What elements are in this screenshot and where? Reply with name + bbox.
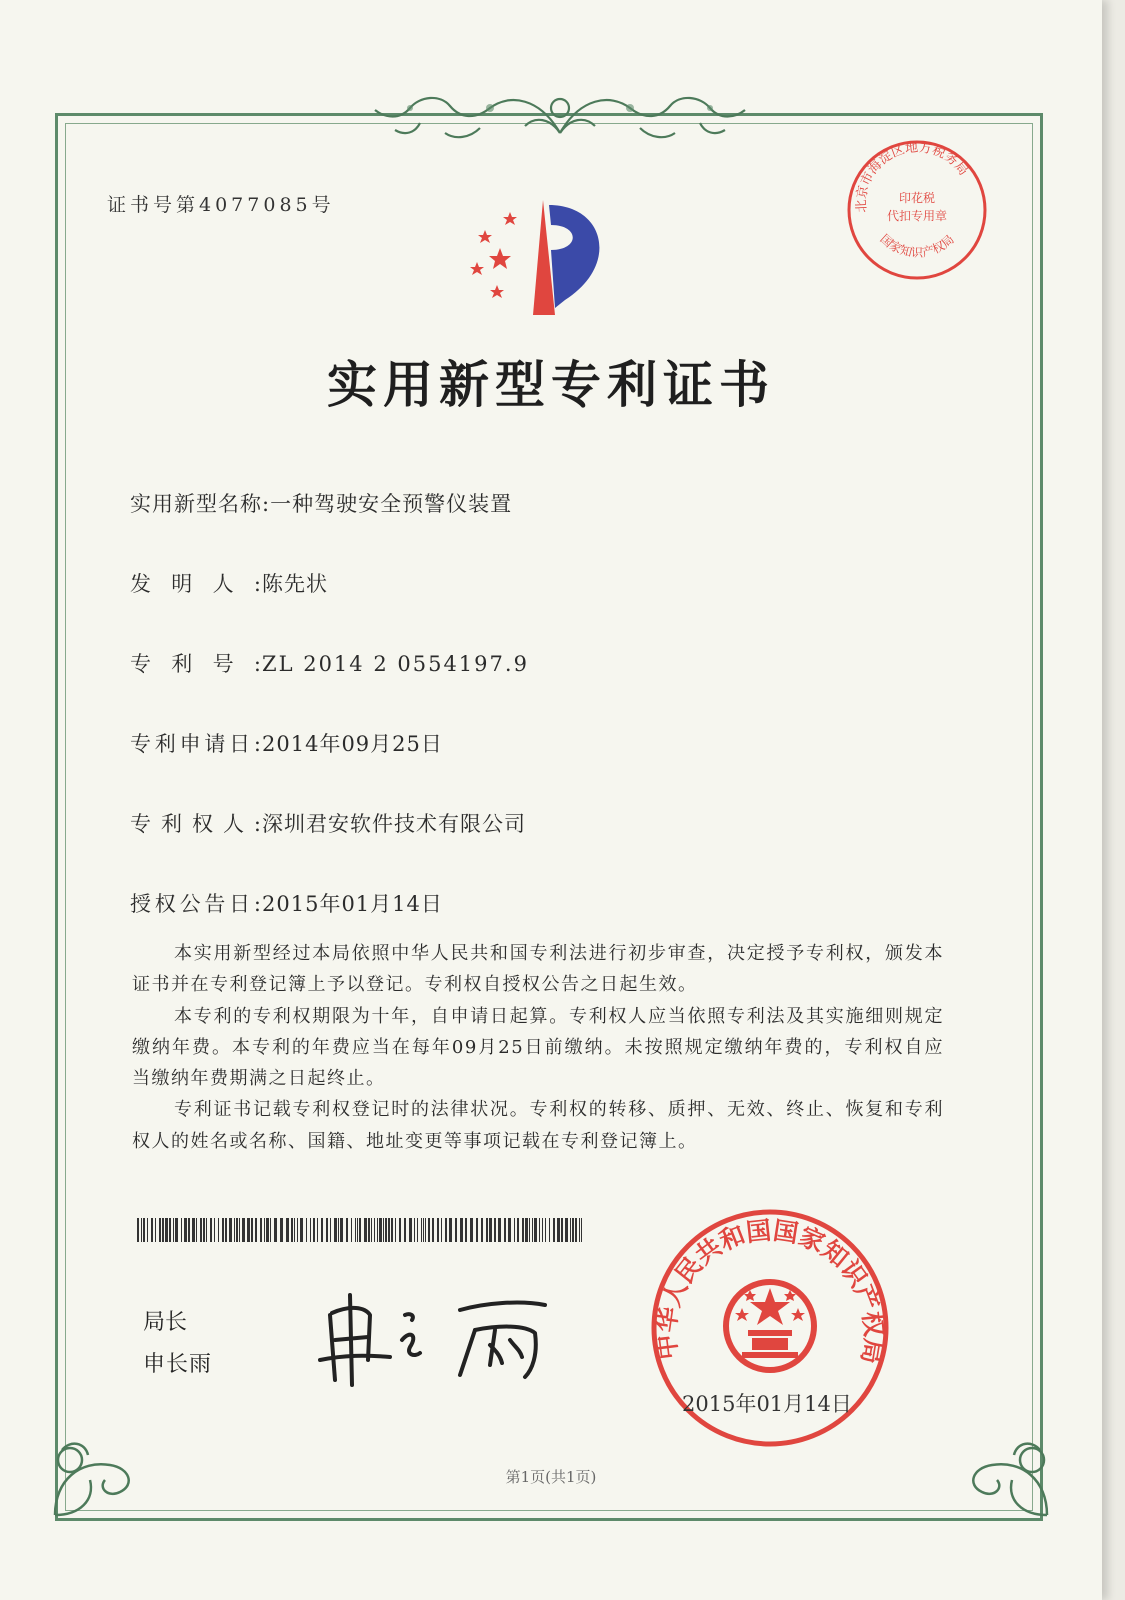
field-patent-number-value: ZL 2014 2 0554197.9 (262, 652, 529, 676)
field-name-value: 一种驾驶安全预警仪装置 (270, 492, 513, 516)
body-paragraph-2: 本专利的专利权期限为十年，自申请日起算。专利权人应当依照专利法及其实施细则规定缴纳年费。本专利的年费应当在每年09月25日前缴纳。未按照规定缴纳年费的，专利权自应当缴纳年费期满之日起终止。 (132, 1005, 944, 1090)
tax-stamp-seal (845, 138, 990, 283)
field-grant-date-value: 2015年01月14日 (262, 892, 443, 916)
field-patentee-label: 专利权人: (130, 812, 262, 836)
tax-stamp-bottom-text: 国家知识产权局 (877, 231, 957, 260)
tax-stamp-line2: 代扣专用章 (886, 209, 948, 223)
field-grant-date-label: 授权公告日: (130, 892, 262, 916)
tax-stamp-ring-text: 北京市海淀区地方税务局 (854, 140, 971, 213)
seal-date: 2015年01月14日 (682, 1392, 852, 1416)
field-grant-date (130, 888, 443, 918)
field-patentee (130, 808, 526, 838)
field-inventor-label: 发明人: (130, 572, 262, 596)
seal-ring-text: 中华人民共和国国家知识产权局 (651, 1215, 889, 1367)
national-emblem-icon (726, 1282, 814, 1370)
field-inventor (130, 568, 328, 598)
certificate-body (132, 938, 944, 1157)
field-patent-number (130, 648, 529, 678)
top-ornament (360, 78, 760, 148)
field-application-date (130, 728, 443, 758)
patent-office-logo-icon (455, 190, 635, 320)
field-name (130, 488, 512, 518)
field-name-label: 实用新型名称: (130, 492, 271, 516)
director-signature (310, 1285, 560, 1395)
director-name: 申长雨 (143, 1352, 213, 1377)
body-paragraph-1: 本实用新型经过本局依照中华人民共和国专利法进行初步审查，决定授予专利权，颁发本证书并在专利登记簿上予以登记。专利权自授权公告之日起生效。 (132, 943, 944, 996)
director-title: 局长 (143, 1310, 188, 1335)
field-application-date-value: 2014年09月25日 (262, 732, 443, 756)
field-inventor-value: 陈先状 (262, 572, 328, 596)
body-paragraph-3: 专利证书记载专利权登记时的法律状况。专利权的转移、质押、无效、终止、恢复和专利权人的姓名或名称、国籍、地址变更等事项记载在专利登记簿上。 (132, 1099, 944, 1152)
certificate-number: 证书号第4077085号 (107, 194, 335, 216)
certificate-title: 实用新型专利证书 (327, 355, 775, 414)
field-patent-number-label: 专利号: (130, 652, 262, 676)
svg-text:国家知识产权局 (878, 232, 957, 260)
field-patentee-value: 深圳君安软件技术有限公司 (262, 812, 526, 836)
tax-stamp-line1: 印花税 (898, 191, 936, 205)
barcode (137, 1218, 582, 1242)
field-application-date-label: 专利申请日: (130, 732, 262, 756)
page-footer: 第1页(共1页) (505, 1468, 597, 1486)
